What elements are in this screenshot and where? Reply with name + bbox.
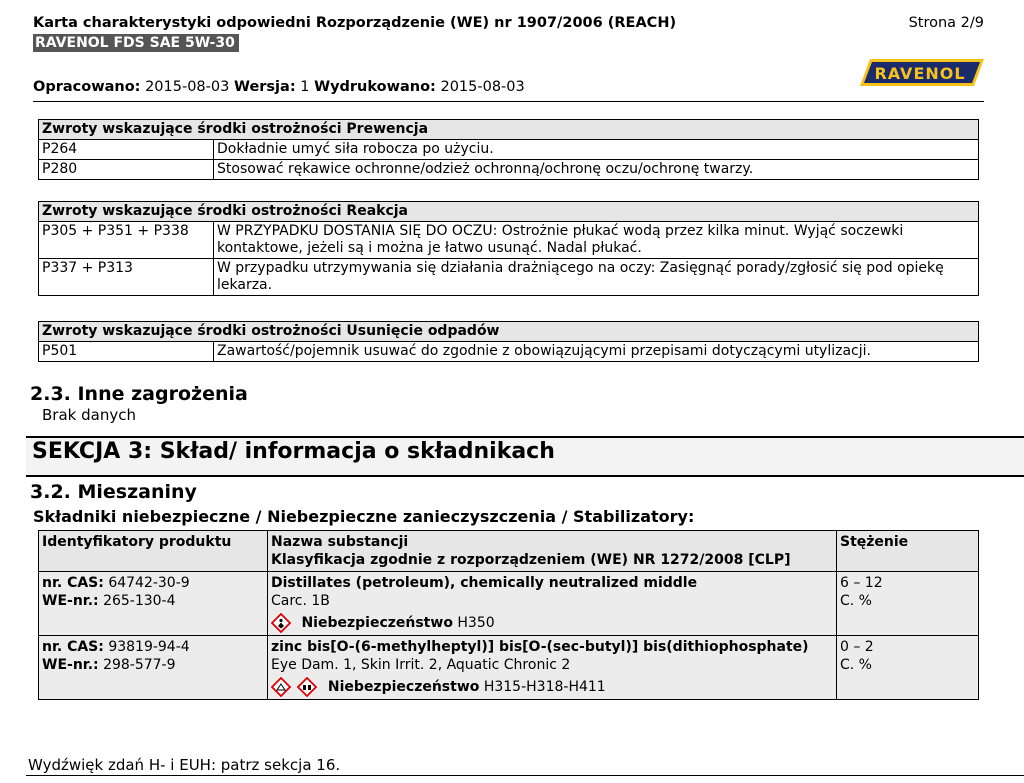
col-header-substance-line2: Klasyfikacja zgodnie z rozporządzeniem (WE) NR 1272/2008 [CLP]: [271, 552, 791, 568]
table-header-row: [39, 531, 979, 572]
col-header-concentration: Stężenie: [837, 531, 979, 572]
meta-label-printed: Wydrukowano:: [314, 79, 436, 95]
we-label: WE-nr.:: [42, 657, 99, 673]
hazard-signal-word: Niebezpieczeństwo: [327, 679, 480, 695]
table-row: [39, 259, 979, 296]
disposal-table: [38, 321, 979, 362]
reaction-heading: Zwroty wskazujące środki ostrożności Reakcja: [39, 202, 979, 222]
p-text: Stosować rękawice ochronne/odzież ochronną/ochronę oczu/ochronę twarzy.: [214, 160, 979, 180]
p-text: Zawartość/pojemnik usuwać do zgodnie z obowiązującymi przepisami dotyczącymi utylizacji.: [214, 342, 979, 362]
section-2-3-title: 2.3. Inne zagrożenia: [30, 383, 248, 405]
p-code: P337 + P313: [39, 259, 214, 296]
document-meta: [33, 79, 525, 95]
cas-label: nr. CAS:: [42, 575, 104, 591]
concentration-range: 6 – 12: [840, 575, 883, 591]
reaction-table: [38, 201, 979, 296]
product-name: RAVENOL FDS SAE 5W-30: [33, 34, 239, 52]
concentration-cell: [837, 636, 979, 700]
concentration-cell: [837, 572, 979, 636]
page-number: Strona 2/9: [908, 15, 984, 31]
hazard-line: [271, 613, 833, 633]
table-row: [39, 636, 979, 700]
footer-note: Wydźwięk zdań H- i EUH: patrz sekcja 16.: [28, 756, 341, 774]
header-divider: [33, 101, 984, 102]
concentration-range: 0 – 2: [840, 639, 874, 655]
classification: Eye Dam. 1, Skin Irrit. 2, Aquatic Chronic 2: [271, 657, 571, 673]
table-row: [39, 160, 979, 180]
we-number: 265-130-4: [103, 593, 176, 609]
meta-printed-date: 2015-08-03: [440, 79, 525, 95]
ravenol-logo: [860, 57, 984, 88]
p-text: W PRZYPADKU DOSTANIA SIĘ DO OCZU: Ostrożnie płukać wodą przez kilka minut. Wyjąć soczewki kontaktowe, jeżeli są i można je łatwo usunąć. Nadal płukać.: [214, 222, 979, 259]
substance-name: zinc bis[O-(6-methylheptyl)] bis[O-(sec-butyl)] bis(dithiophosphate): [271, 639, 809, 655]
meta-prepared-date: 2015-08-03: [145, 79, 230, 95]
classification: Carc. 1B: [271, 593, 330, 609]
table-row: [39, 140, 979, 160]
concentration-unit: C. %: [840, 657, 872, 673]
cas-number: 93819-94-4: [108, 639, 190, 655]
meta-label-version: Wersja:: [233, 79, 296, 95]
section-2-3-text: Brak danych: [42, 406, 136, 424]
meta-label-prepared: Opracowano:: [33, 79, 141, 95]
substance-name: Distillates (petroleum), chemically neutralized middle: [271, 575, 698, 591]
p-code: P264: [39, 140, 214, 160]
disposal-heading: Zwroty wskazujące środki ostrożności Usunięcie odpadów: [39, 322, 979, 342]
table-row: [39, 342, 979, 362]
components-table: [38, 530, 979, 700]
hazard-codes: H350: [457, 615, 495, 631]
health-hazard-icon: [271, 613, 291, 633]
we-label: WE-nr.:: [42, 593, 99, 609]
hazard-signal-word: Niebezpieczeństwo: [301, 615, 453, 631]
document-title: Karta charakterystyki odpowiedni Rozporządzenie (WE) nr 1907/2006 (REACH): [33, 15, 677, 31]
col-header-identifiers: Identyfikatory produktu: [39, 531, 268, 572]
substance-cell: [268, 636, 837, 700]
col-header-substance: [268, 531, 837, 572]
section-3-title: SEKCJA 3: Skład/ informacja o składnikach: [32, 439, 555, 464]
hazard-codes: H315-H318-H411: [483, 679, 606, 695]
table-row: [39, 222, 979, 259]
col-header-substance-line1: Nazwa substancji: [271, 534, 409, 550]
corrosion-icon: [297, 677, 317, 697]
cas-label: nr. CAS:: [42, 639, 104, 655]
prevention-table: [38, 119, 979, 180]
we-number: 298-577-9: [103, 657, 176, 673]
p-code: P280: [39, 160, 214, 180]
substance-cell: [268, 572, 837, 636]
logo-text: RAVENOL: [874, 64, 966, 83]
p-code: P305 + P351 + P338: [39, 222, 214, 259]
section-3-2-subtitle: Składniki niebezpieczne / Niebezpieczne zanieczyszczenia / Stabilizatory:: [33, 507, 695, 526]
concentration-unit: C. %: [840, 593, 872, 609]
prevention-heading: Zwroty wskazujące środki ostrożności Prewencja: [39, 120, 979, 140]
hazard-line: [271, 677, 833, 697]
p-code: P501: [39, 342, 214, 362]
table-row: [39, 572, 979, 636]
identifiers-cell: [39, 636, 268, 700]
p-text: W przypadku utrzymywania się działania drażniącego na oczy: Zasięgnąć porady/zgłosić się pod opiekę lekarza.: [214, 259, 979, 296]
environment-hazard-icon: [271, 677, 291, 697]
identifiers-cell: [39, 572, 268, 636]
section-3-2-title: 3.2. Mieszaniny: [30, 481, 197, 503]
footer-divider: [26, 775, 1024, 776]
meta-version: 1: [300, 79, 310, 95]
cas-number: 64742-30-9: [108, 575, 190, 591]
p-text: Dokładnie umyć siła robocza po użyciu.: [214, 140, 979, 160]
